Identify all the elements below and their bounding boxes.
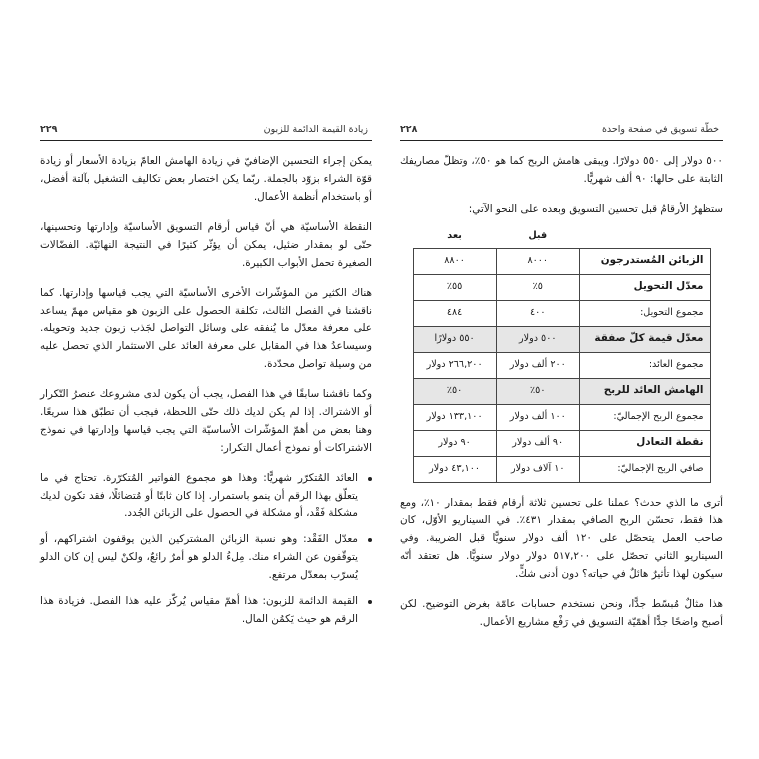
cell-after: ٤٣,١٠٠ دولار [413, 456, 496, 482]
page-number: ٢٢٨ [400, 124, 418, 135]
list-item [40, 470, 372, 524]
table-row [413, 456, 710, 482]
header-after: بعد [447, 230, 462, 241]
cell-before: ١٠٠ ألف دولار [496, 404, 579, 430]
paragraph: يمكن إجراء التحسين الإضافيّ في زيادة الهامش العامّ بزيادة الأسعار أو زيادة قوّة الشراء بزوّد بالجملة. ربّما يكن اختصار بعض تكاليف التشغيل بآلتة أفضل، أو باستخدام أنظمة الأعمال. [40, 155, 372, 204]
row-label: مجموع الربح الإجماليّ: [579, 404, 710, 430]
right-page-header [400, 122, 723, 141]
table-row [413, 300, 710, 326]
running-title: زيادة القيمة الدائمة للزبون [263, 124, 368, 135]
list-item-text: القيمة الدائمة للزبون: هذا أهمّ مقياس يُركّز عليه هذا الفصل. فزيادة هذا الرقم هو حيث يَكمُن المال. [40, 595, 358, 625]
paragraph: النقطة الأساسيّة هي أنّ قياس أرقام التسويق الأساسيّة وإدارتها وتحسينها، حتّى لو بمقدار ضئيل، يمكن أن يؤثّر كثيرًا في النتيجة النهائيّة. الفضّالات الصغيرة تحمل الأبواب الكبيرة. [40, 221, 372, 269]
left-page-header [40, 122, 372, 141]
left-page [40, 122, 372, 642]
page-number: ٢٢٩ [40, 124, 58, 135]
table-row [413, 352, 710, 378]
metrics-table [413, 225, 711, 483]
paragraph: هذا مثالٌ مُبسّط جدًّا، ونحن نستخدم حسابات عامّة بغرض التوضيح. لكن أصبح واضحًا جدًّا أهمّيّة التسويق في رَفْع مشاريع الأعمال. [400, 597, 723, 628]
table-row [413, 378, 710, 404]
table-row [413, 404, 710, 430]
header-before: قبل [528, 230, 548, 241]
cell-after: ٤٨٤ [413, 300, 496, 326]
cell-before: ٤٠٠ [496, 300, 579, 326]
list-item [40, 593, 372, 629]
list-item-text: معدّل الفَقْد: وهو نسبة الزبائن المشتركين الذين يوقفون اشتراكهم، أو يتوقّفون عن الشراء منك. مِلءُ الدلو هو أمرٌ رائعٌ، ولكنْ ليس إن كان الدلو يُسرّب بمعدّل مرتفع. [40, 533, 358, 582]
cell-before: ٥٠٠ دولار [496, 326, 579, 352]
row-label: الزبائن المُستدرجون [579, 248, 710, 274]
bullet-list [40, 470, 372, 629]
paragraph: ٥٠٠ دولار إلى ٥٥٠ دولارًا. ويبقى هامش الربح كما هو ٥٠٪، وتظلّ مصاريفك الثابتة على حالها: ٩٠ ألف شهريًّا. [400, 155, 723, 186]
cell-after: ١٣٣,١٠٠ دولار [413, 404, 496, 430]
row-label: مجموع العائد: [579, 352, 710, 378]
table-body [413, 248, 710, 482]
cell-after: ٥٥٪ [413, 274, 496, 300]
table-caption: ستظهرُ الأرقامُ قبل تحسين التسويق وبعده على النحو الآتي: [468, 203, 723, 216]
cell-before: ٩٠ ألف دولار [496, 430, 579, 456]
row-label: صافي الربح الإجماليّ: [579, 456, 710, 482]
bullet-icon [368, 477, 372, 481]
table-row [413, 274, 710, 300]
list-item [40, 531, 372, 585]
cell-after: ٨٨٠٠ [413, 248, 496, 274]
cell-after: ٩٠ دولار [413, 430, 496, 456]
table-row [413, 326, 710, 352]
paragraph: وكما ناقشنا سابقًا في هذا الفصل، يجب أن يكون لدى مشروعك عنصرُ التّكرار أو الاشتراك. إذا لم يكن لديك ذلك حتّى اللحظة، فيجب أن تطبّق هذا سريعًا. وهنا بعض من أهمّ المؤشّرات الأساسيّة التي يجب قياسها وإدارتها في نموذج الاشتراكات أو نموذج أعمال التكرار: [40, 388, 372, 454]
bullet-icon [368, 538, 372, 542]
cell-before: ٨٠٠٠ [496, 248, 579, 274]
paragraph: أترى ما الذي حدث؟ عملنا على تحسين ثلاثة أرقام فقط بمقدار ١٠٪، ومع هذا فقط، تحسّن الربح الصافي بمقدار ٤٣١٪. في السيناريو الأوّل، كان صاحب العمل يتحصّل على ١٢٠ ألف دولار سنويًّا قبل الضريبة. وفي السيناريو الثاني تحصّل على ٥١٧,٢٠٠ دولار دولار سنويًّا. هل تعتقد أنّه سيكون لهذا تأثيرٌ هائلٌ في حياته؟ دون أدنى شكٍّ. [400, 496, 724, 581]
header-blank [579, 225, 710, 248]
table-header-row [413, 225, 710, 248]
row-label: مجموع التحويل: [579, 300, 710, 326]
table-row [413, 248, 710, 274]
running-title: خطّة تسويق في صفحة واحدة [601, 124, 719, 135]
cell-after: ٥٠٪ [413, 378, 496, 404]
row-label: معدّل قيمة كلّ صفقة [579, 326, 710, 352]
cell-before: ٥٪ [496, 274, 579, 300]
right-page [400, 122, 723, 642]
table-row [413, 430, 710, 456]
row-label: الهامش العائد للربح [579, 378, 710, 404]
cell-before: ٢٠٠ ألف دولار [496, 352, 579, 378]
row-label: معدّل التحويل [579, 274, 710, 300]
cell-after: ٥٥٠ دولارًا [413, 326, 496, 352]
cell-before: ١٠ آلاف دولار [496, 456, 579, 482]
cell-before: ٥٠٪ [496, 378, 579, 404]
row-label: نقطة التعادل [579, 430, 710, 456]
list-item-text: العائد المُتكرّر شهريًّا: وهذا هو مجموع الفواتير المُتكرّرة. تحتاج في ما يتعلّق بهذا الرقم أن ينمو باستمرار. إذا كان ثابتًا أو مُتضائلًا، فقد تكون لديك مشكلة فَقْد، أو مشكلة في الحصول على الزبائن الجُدد. [40, 471, 358, 520]
bullet-icon [368, 600, 372, 604]
paragraph: هناك الكثير من المؤشّرات الأخرى الأساسيّة التي يجب قياسها وإدارتها. كما ناقشنا في الفصل الثالث، تكلفة الحصول على الزبون هو مقياس مهمّ يساعد على معرفة معدّل ما يُنفقه على وسائل التواصل لجَذب زبون جديد وتحويله. وسيساعدُ هذا في المقابل على معرفة العائد على الاستثمار الذي تحصل عليه من وسيلة تواصل محدّدة. [40, 286, 372, 371]
cell-after: ٢٦٦,٢٠٠ دولار [413, 352, 496, 378]
